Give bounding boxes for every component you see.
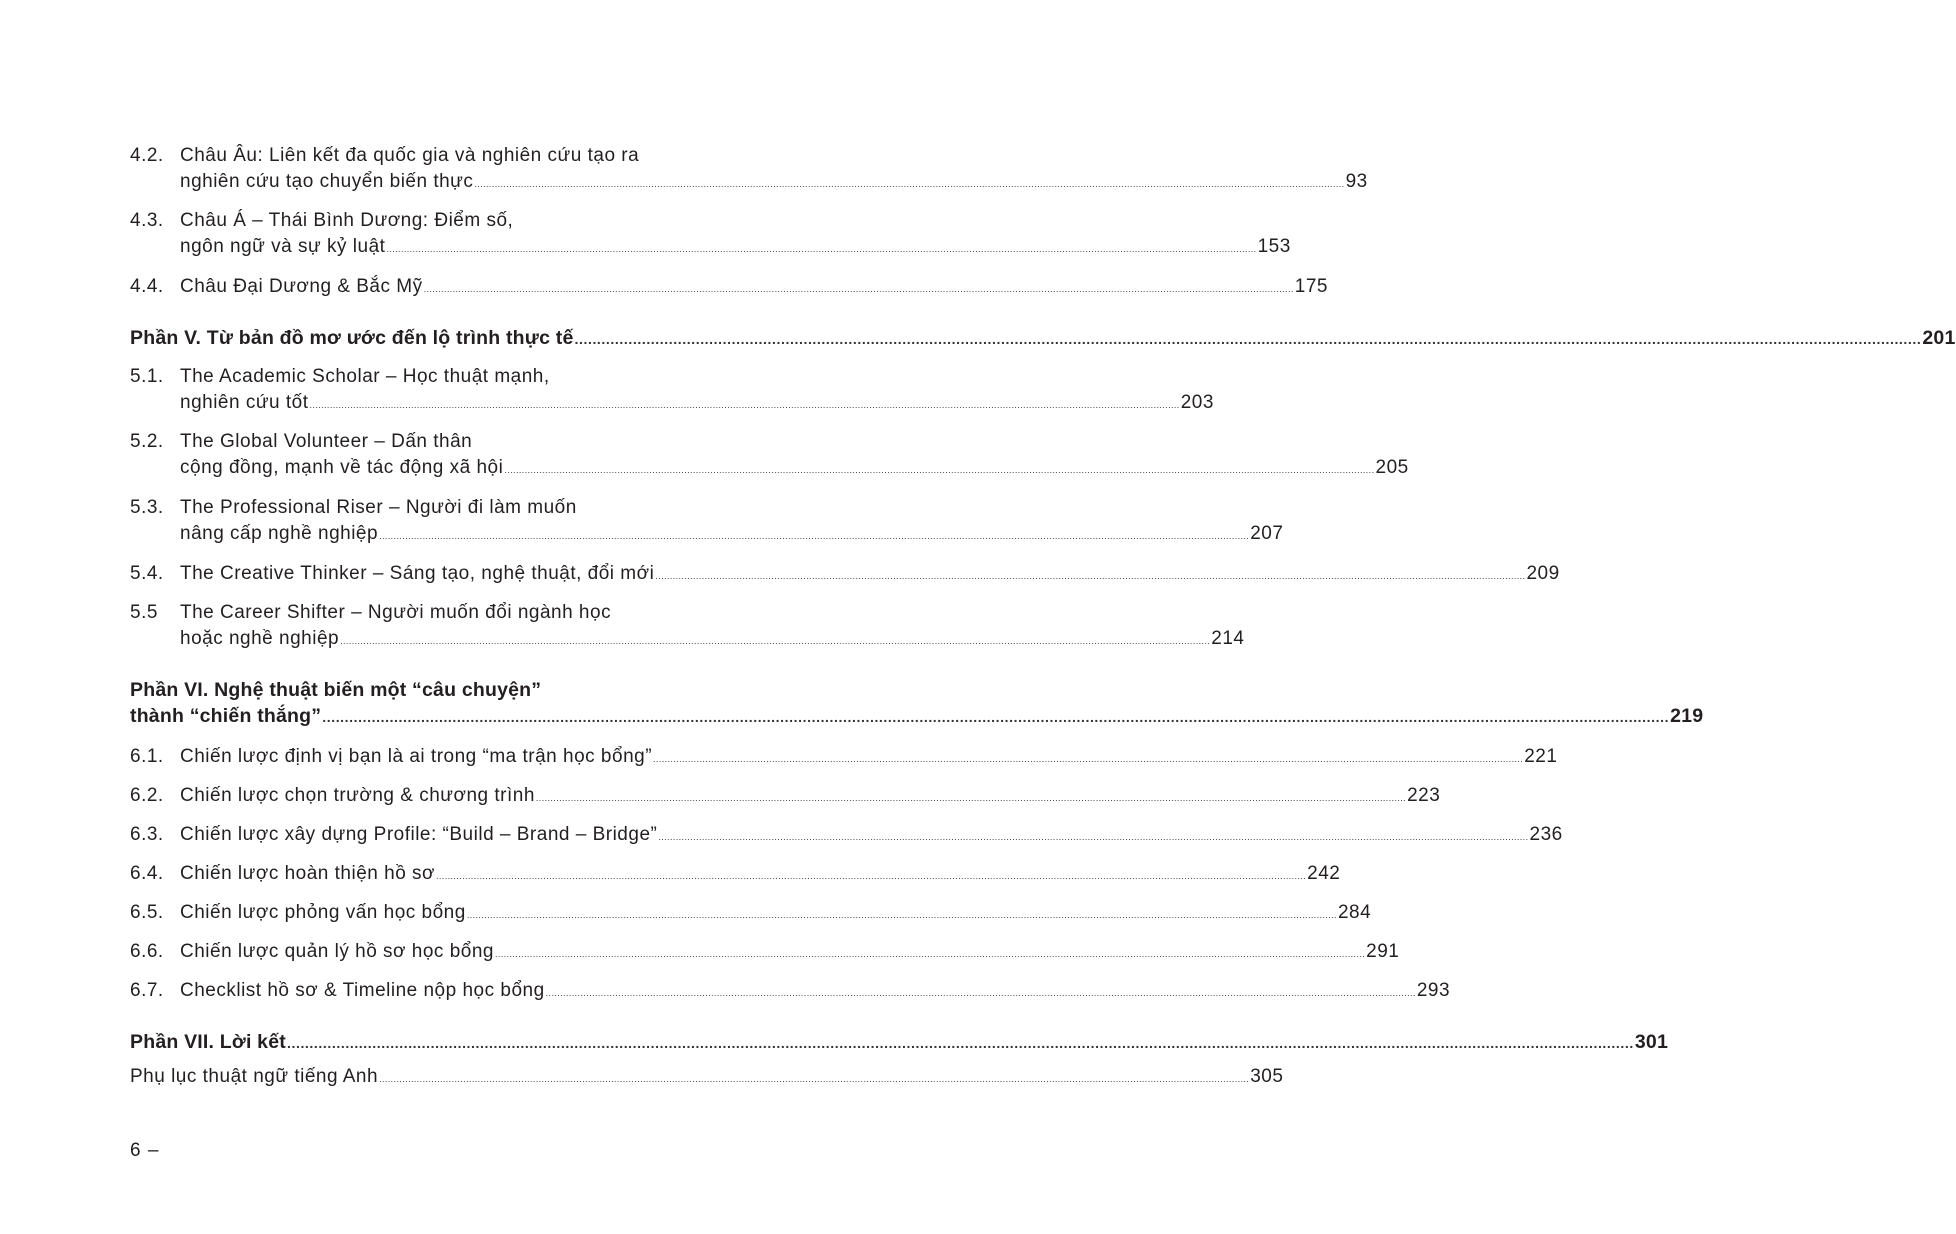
- entry-title: nghiên cứu tốt: [180, 392, 309, 413]
- page-ref: 305: [1250, 1066, 1284, 1087]
- toc-entry: [130, 744, 1558, 770]
- toc-part-heading: [130, 677, 1704, 729]
- entry-title: thành “chiến thắng”: [130, 705, 322, 727]
- dot-leader: ............................................................................................................................................................................................................................................................................................................: [658, 832, 1529, 842]
- toc-line: [130, 234, 1291, 260]
- toc-entry: [130, 561, 1560, 587]
- entry-title: ngôn ngữ và sự kỷ luật: [180, 236, 386, 257]
- entry-title: Châu Á – Thái Bình Dương: Điểm số,: [180, 210, 514, 231]
- page-ref: 214: [1211, 628, 1245, 649]
- dot-leader: ............................................................................................................................................................................................................................................................................................................: [340, 636, 1211, 646]
- entry-title: Chiến lược hoàn thiện hồ sơ: [180, 863, 435, 884]
- section-number: 6.2.: [130, 785, 164, 806]
- toc-entry: [130, 861, 1341, 887]
- toc-line: [130, 626, 1245, 652]
- toc-line: [130, 677, 718, 703]
- toc-entry: [130, 822, 1563, 848]
- dot-leader: ............................................................................................................................................................................................................................................................................................................: [386, 244, 1257, 254]
- dot-leader: ............................................................................................................................................................................................................................................................................................................: [574, 331, 1922, 347]
- toc-line: [130, 744, 1558, 770]
- entry-title: cộng đồng, mạnh về tác động xã hội: [180, 457, 504, 478]
- page-ref: 291: [1366, 941, 1400, 962]
- page-ref: 209: [1526, 563, 1560, 584]
- toc-entry: [130, 429, 1409, 481]
- entry-title: Chiến lược quản lý hồ sơ học bổng: [180, 941, 494, 962]
- toc-line: [130, 561, 1560, 587]
- toc-line: [130, 861, 1341, 887]
- page-ref: 153: [1257, 236, 1291, 257]
- toc-entry: [130, 274, 1328, 300]
- section-number: 6.1.: [130, 746, 164, 767]
- dot-leader: ............................................................................................................................................................................................................................................................................................................: [379, 531, 1250, 541]
- page-ref: 284: [1337, 902, 1372, 923]
- dot-leader: ............................................................................................................................................................................................................................................................................................................: [494, 949, 1366, 959]
- toc-line: [130, 325, 1956, 351]
- entry-title: Chiến lược định vị bạn là ai trong “ma trận học bổng”: [180, 746, 653, 767]
- section-number: 6.7.: [130, 980, 164, 1001]
- toc-line: [130, 1064, 1284, 1090]
- section-number: [130, 455, 180, 481]
- toc-line: [130, 703, 1704, 729]
- toc-entry: [130, 900, 1372, 926]
- page-ref: 93: [1345, 171, 1368, 192]
- page-ref: 219: [1670, 705, 1704, 727]
- toc-line: [130, 169, 1368, 195]
- section-number: 6.3.: [130, 824, 164, 845]
- toc-line: [130, 939, 1400, 965]
- section-number: 6.5.: [130, 902, 164, 923]
- entry-title: Phần V. Từ bản đồ mơ ước đến lộ trình thực tế: [130, 327, 574, 349]
- entry-title: hoặc nghề nghiệp: [180, 628, 340, 649]
- dot-leader: ............................................................................................................................................................................................................................................................................................................: [322, 709, 1670, 725]
- section-number: 5.1.: [130, 366, 164, 387]
- toc-entry: [130, 1064, 1284, 1090]
- entry-title: Phần VII. Lời kết: [130, 1031, 286, 1053]
- entry-title: nghiên cứu tạo chuyển biến thực: [180, 171, 474, 192]
- page-ref: 236: [1529, 824, 1563, 845]
- page-number: 6 –: [130, 1140, 160, 1161]
- dot-leader: ............................................................................................................................................................................................................................................................................................................: [286, 1035, 1634, 1051]
- dot-leader: ............................................................................................................................................................................................................................................................................................................: [466, 910, 1337, 920]
- section-number: [130, 234, 180, 260]
- page-ref: 203: [1180, 392, 1214, 413]
- page-ref: 301: [1634, 1031, 1669, 1053]
- section-number: [130, 169, 180, 195]
- dot-leader: ............................................................................................................................................................................................................................................................................................................: [653, 754, 1524, 764]
- toc-line: [130, 274, 1328, 300]
- dot-leader: ............................................................................................................................................................................................................................................................................................................: [423, 284, 1294, 294]
- entry-title: The Professional Riser – Người đi làm muốn: [180, 497, 577, 518]
- toc-entry: [130, 978, 1451, 1004]
- section-number: 4.4.: [130, 276, 164, 297]
- entry-title: nâng cấp nghề nghiệp: [180, 523, 379, 544]
- page-ref: 293: [1416, 980, 1451, 1001]
- section-number: 6.4.: [130, 863, 164, 884]
- section-number: 5.3.: [130, 497, 164, 518]
- section-number: 4.3.: [130, 210, 164, 231]
- dot-leader: ............................................................................................................................................................................................................................................................................................................: [474, 179, 1345, 189]
- entry-title: Chiến lược phỏng vấn học bổng: [180, 902, 466, 923]
- entry-title: Châu Âu: Liên kết đa quốc gia và nghiên cứu tạo ra: [180, 145, 640, 166]
- section-number: [130, 521, 180, 547]
- section-number: [130, 390, 180, 416]
- page-ref: 207: [1250, 523, 1284, 544]
- entry-title: The Career Shifter – Người muốn đổi ngành học: [180, 602, 612, 623]
- entry-title: Phần VI. Nghệ thuật biến một “câu chuyện”: [130, 679, 542, 701]
- toc-line: [130, 600, 718, 626]
- toc-entry: [130, 783, 1441, 809]
- toc-line: [130, 390, 1214, 416]
- toc-entry: [130, 143, 1368, 195]
- dot-leader: ............................................................................................................................................................................................................................................................................................................: [309, 400, 1180, 410]
- toc-line: [130, 978, 1451, 1004]
- toc-line: [130, 900, 1372, 926]
- toc-line: [130, 364, 718, 390]
- entry-title: The Creative Thinker – Sáng tạo, nghệ thuật, đổi mới: [180, 563, 655, 584]
- entry-title: The Global Volunteer – Dấn thân: [180, 431, 473, 452]
- dot-leader: ............................................................................................................................................................................................................................................................................................................: [545, 988, 1416, 998]
- section-number: [130, 626, 180, 652]
- dot-leader: ............................................................................................................................................................................................................................................................................................................: [379, 1074, 1250, 1084]
- entry-title: Chiến lược xây dựng Profile: “Build – Brand – Bridge”: [180, 824, 658, 845]
- section-number: 5.5: [130, 602, 158, 623]
- dot-leader: ............................................................................................................................................................................................................................................................................................................: [655, 571, 1526, 581]
- toc-part-heading: [130, 325, 1956, 351]
- page-ref: 223: [1407, 785, 1441, 806]
- toc-line: [130, 143, 718, 169]
- page-ref: 242: [1307, 863, 1341, 884]
- toc-line: [130, 521, 1284, 547]
- dot-leader: ............................................................................................................................................................................................................................................................................................................: [436, 871, 1307, 881]
- page-ref: 201: [1922, 327, 1956, 349]
- toc-part-heading: [130, 1029, 1669, 1055]
- page-ref: 205: [1375, 457, 1409, 478]
- toc-entry: [130, 495, 1284, 547]
- section-number: 5.4.: [130, 563, 164, 584]
- toc-line: [130, 429, 718, 455]
- entry-title: Chiến lược chọn trường & chương trình: [180, 785, 535, 806]
- toc-entry: [130, 600, 1245, 652]
- entry-title: Phụ lục thuật ngữ tiếng Anh: [130, 1066, 379, 1087]
- toc-entry: [130, 364, 1214, 416]
- section-number: 5.2.: [130, 431, 164, 452]
- page-ref: 175: [1294, 276, 1328, 297]
- toc-entry: [130, 939, 1400, 965]
- toc-line: [130, 822, 1563, 848]
- toc-line: [130, 1029, 1669, 1055]
- toc-line: [130, 208, 718, 234]
- toc-entry: [130, 208, 1291, 260]
- entry-title: Châu Đại Dương & Bắc Mỹ: [180, 276, 423, 297]
- entry-title: The Academic Scholar – Học thuật mạnh,: [180, 366, 550, 387]
- toc-line: [130, 783, 1441, 809]
- section-number: 4.2.: [130, 145, 164, 166]
- section-number: 6.6.: [130, 941, 164, 962]
- toc-line: [130, 495, 718, 521]
- entry-title: Checklist hồ sơ & Timeline nộp học bổng: [180, 980, 545, 1001]
- dot-leader: ............................................................................................................................................................................................................................................................................................................: [504, 465, 1375, 475]
- dot-leader: ............................................................................................................................................................................................................................................................................................................: [535, 793, 1407, 803]
- page-ref: 221: [1524, 746, 1558, 767]
- toc-line: [130, 455, 1409, 481]
